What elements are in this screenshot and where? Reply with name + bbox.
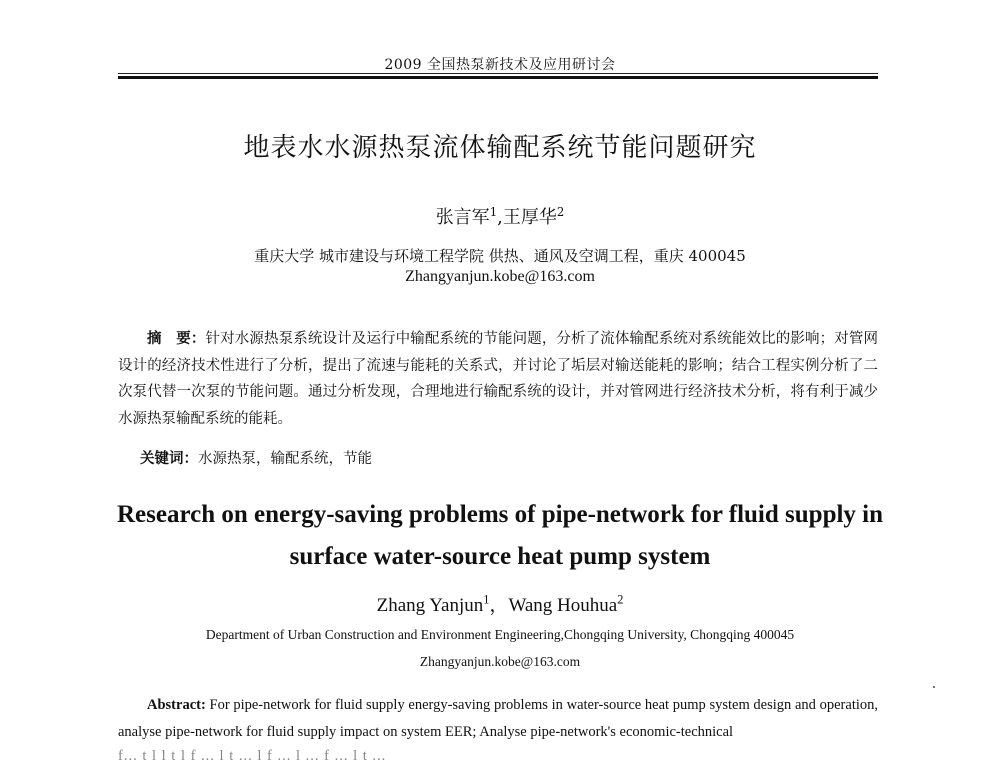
header-rule-thick <box>118 76 878 79</box>
running-header: 2009 全国热泵新技术及应用研讨会 <box>384 57 616 73</box>
author-en-1: Zhang Yanjun <box>376 595 484 616</box>
email-english-section[interactable]: Zhangyanjun.kobe@163.com <box>419 654 581 669</box>
abstract-chinese <box>118 326 878 432</box>
email-chinese-section[interactable]: Zhangyanjun.kobe@163.com <box>405 268 595 285</box>
keywords-cn-label: 关键词： <box>140 450 198 467</box>
title-en-line-2: surface water-source heat pump system <box>289 543 711 570</box>
author-separator: , <box>497 207 503 228</box>
author-cn-1: 张言军 <box>435 207 490 228</box>
author-cn-2-mark: 2 <box>556 205 565 219</box>
authors-chinese <box>0 203 1000 229</box>
abstract-en-label: Abstract: <box>147 697 206 713</box>
header-rule-thin <box>118 73 878 74</box>
author-cn-2: 王厚华 <box>502 207 557 228</box>
scan-speck <box>933 686 935 688</box>
authors-english <box>0 590 1000 617</box>
keywords-chinese <box>140 447 372 468</box>
cutoff-text-line: f... t l l t l f ... l t ... l f ... l ... f ... l t ... <box>118 748 387 764</box>
author-en-2-mark: 2 <box>617 592 624 607</box>
author-en-separator: ， <box>489 595 509 616</box>
title-english <box>0 494 1000 578</box>
keywords-cn-text: 水源热泵，输配系统，节能 <box>198 451 372 467</box>
abstract-english <box>118 692 878 746</box>
author-en-2: Wang Houhua <box>508 595 618 616</box>
abstract-cn-text: 针对水源热泵系统设计及运行中输配系统的节能问题，分析了流体输配系统对系统能效比的影响；对管网设计的经济技术性进行了分析，提出了流速与能耗的关系式，并讨论了垢层对输送能耗的影响；结合工程实例分析了二次泵代替一次泵的节能问题。通过分析发现，合理地进行输配系统的设计，并对管网进行经济技术分析，将有利于减少水源热泵输配系统的能耗。 <box>118 331 879 427</box>
author-cn-1-mark: 1 <box>489 205 498 219</box>
title-en-line-1: Research on energy-saving problems of pipe-network for fluid supply in <box>116 501 884 528</box>
title-chinese: 地表水水源热泵流体输配系统节能问题研究 <box>243 133 757 163</box>
author-en-1-mark: 1 <box>483 592 490 607</box>
affiliation-english: Department of Urban Construction and Environment Engineering,Chongqing University, Chongqing 400045 <box>205 627 795 642</box>
abstract-en-text: For pipe-network for fluid supply energy-saving problems in water-source heat pump system design and operation, analyse pipe-network for fluid supply impact on system EER; Analyse pipe-network's economic-technical <box>118 697 879 740</box>
affiliation-chinese: 重庆大学 城市建设与环境工程学院 供热、通风及空调工程，重庆 400045 <box>254 247 746 265</box>
abstract-cn-label: 摘 要： <box>147 330 206 347</box>
